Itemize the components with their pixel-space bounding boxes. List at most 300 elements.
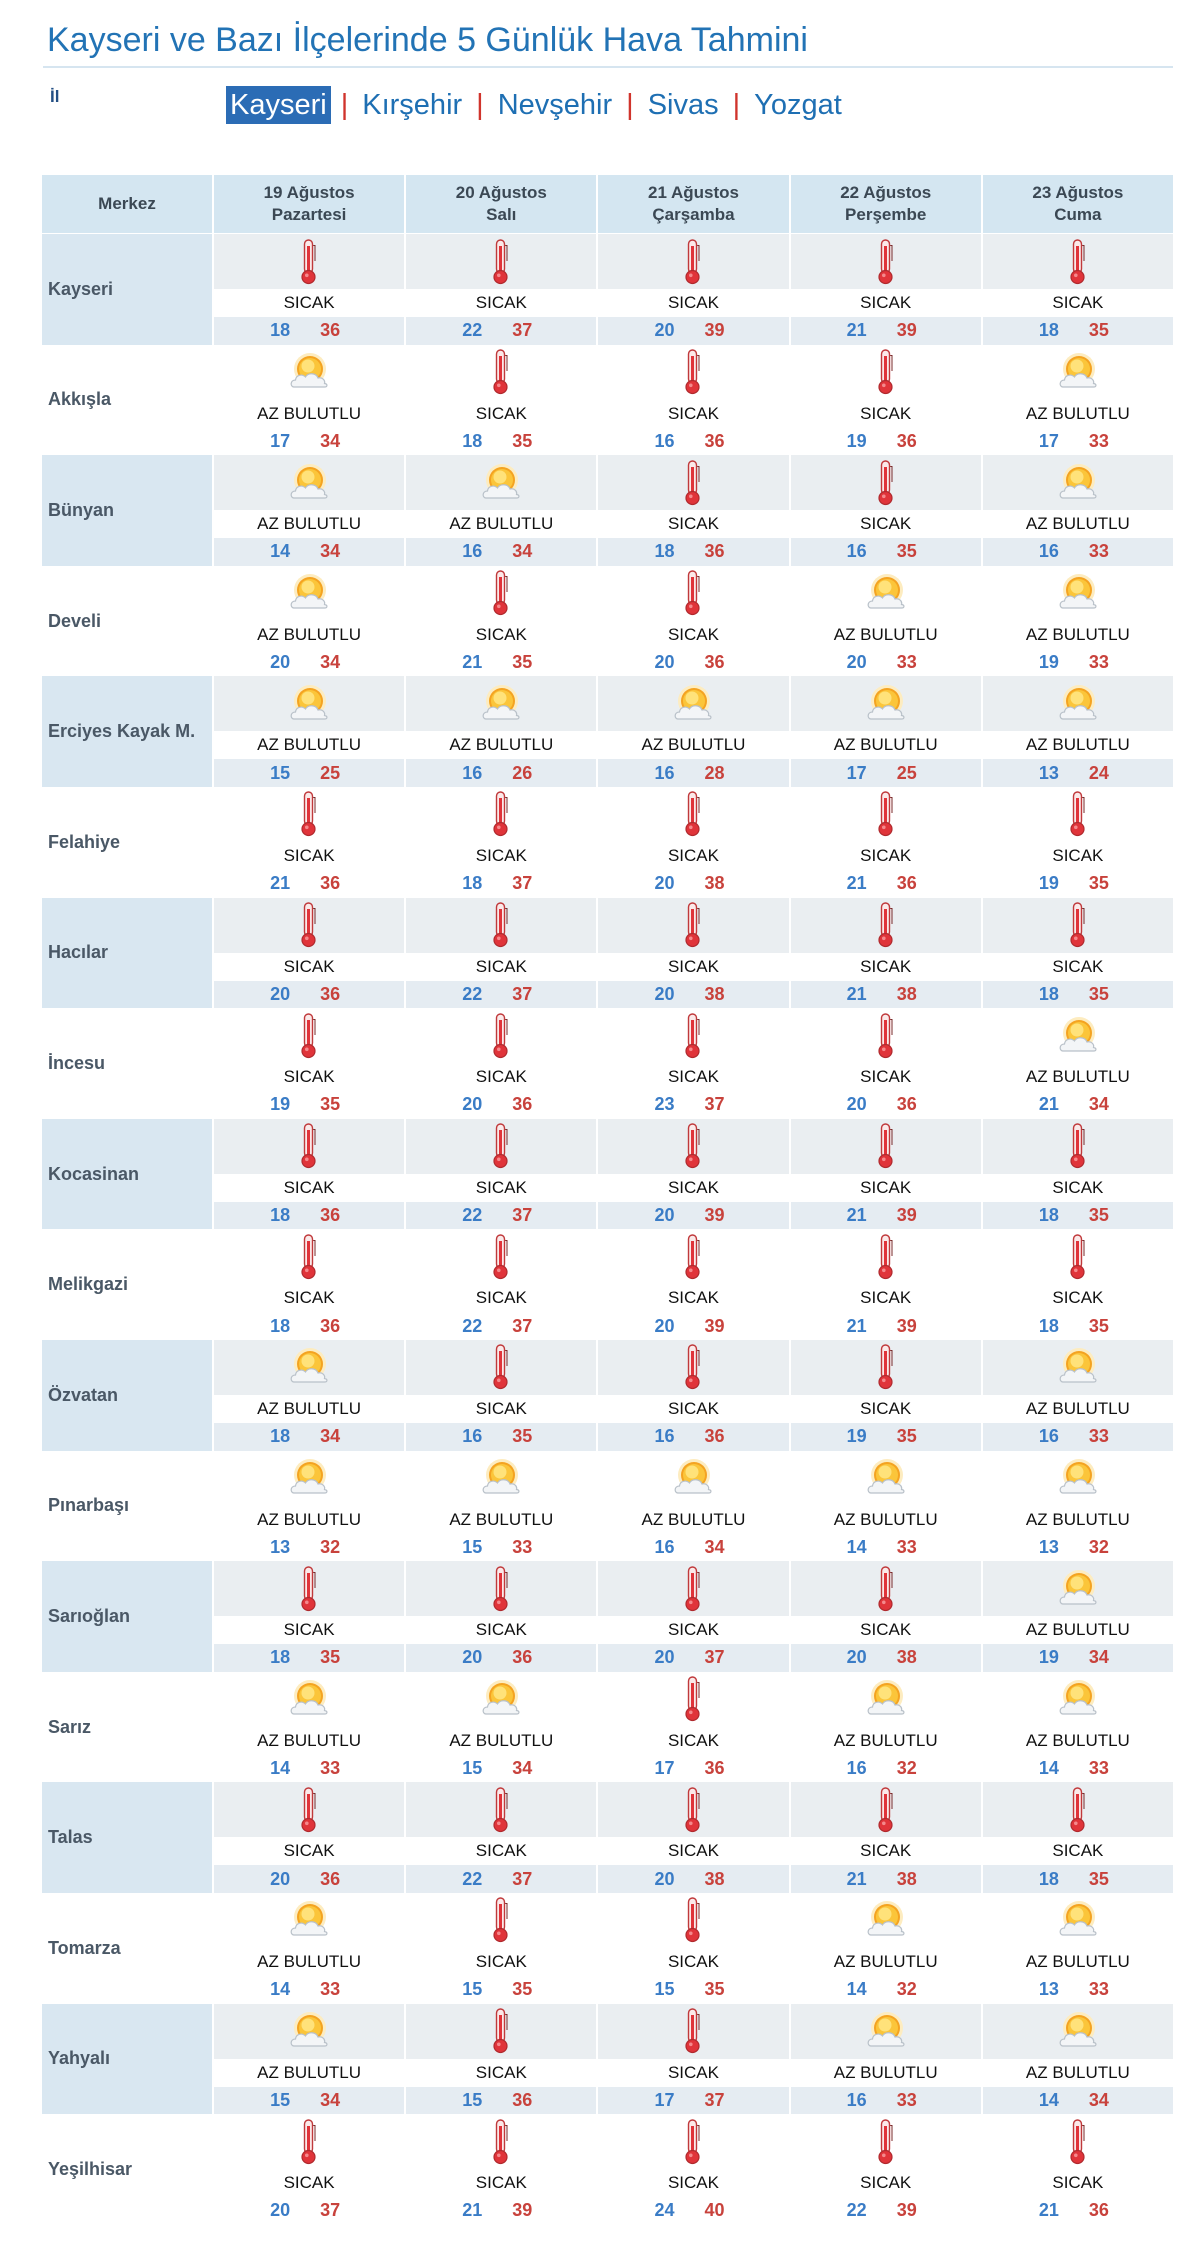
weather-icon-area xyxy=(983,1119,1173,1174)
condition-label: AZ BULUTLU xyxy=(257,403,362,423)
temperature-range xyxy=(406,1865,596,1893)
forecast-cell xyxy=(404,1782,596,1893)
weather-icon-area xyxy=(406,1893,596,1948)
max-temperature: 37 xyxy=(512,1868,533,1889)
forecast-cell xyxy=(596,566,788,677)
max-temperature: 33 xyxy=(1088,430,1109,451)
thermometer-icon xyxy=(877,1123,895,1169)
temperature-range xyxy=(214,1312,404,1340)
max-temperature: 36 xyxy=(704,1426,725,1447)
forecast-cell xyxy=(596,1893,788,2004)
thermometer-icon xyxy=(1069,791,1087,837)
condition-label: SICAK xyxy=(214,953,404,981)
max-temperature: 37 xyxy=(512,1315,533,1336)
forecast-cell xyxy=(596,2004,788,2115)
forecast-cell xyxy=(789,1893,981,2004)
table-row xyxy=(42,2114,1173,2225)
max-temperature: 35 xyxy=(512,652,533,673)
temperature-range xyxy=(214,1423,404,1451)
min-temperature: 15 xyxy=(462,1979,483,2000)
forecast-cell xyxy=(404,1119,596,1230)
thermometer-icon xyxy=(684,1676,702,1722)
max-temperature: 40 xyxy=(704,2200,725,2221)
min-temperature: 14 xyxy=(1038,1758,1059,1779)
min-temperature: 16 xyxy=(1038,541,1059,562)
max-temperature: 39 xyxy=(704,1205,725,1226)
min-temperature: 20 xyxy=(846,1647,867,1668)
temperature-range xyxy=(406,870,596,898)
partly-cloudy-icon xyxy=(671,683,715,725)
min-temperature: 20 xyxy=(270,652,291,673)
thermometer-icon xyxy=(684,791,702,837)
max-temperature: 26 xyxy=(512,762,533,783)
condition-label: AZ BULUTLU xyxy=(833,1730,938,1750)
condition-label: AZ BULUTLU xyxy=(598,731,788,759)
partly-cloudy-icon xyxy=(287,572,331,614)
max-temperature: 35 xyxy=(1088,1315,1109,1336)
thermometer-icon xyxy=(684,239,702,285)
partly-cloudy-icon xyxy=(1056,1346,1100,1388)
forecast-cell xyxy=(981,2004,1173,2115)
weather-icon-area xyxy=(791,1008,981,1063)
thermometer-icon xyxy=(684,1234,702,1280)
condition-label: SICAK xyxy=(598,510,788,538)
condition-label: AZ BULUTLU xyxy=(257,1730,362,1750)
max-temperature: 37 xyxy=(512,983,533,1004)
forecast-cell xyxy=(981,2114,1173,2225)
min-temperature: 20 xyxy=(270,983,291,1004)
condition-label: SICAK xyxy=(667,1288,719,1308)
thermometer-icon xyxy=(877,2119,895,2165)
weather-icon-area xyxy=(214,1229,404,1284)
weather-icon-area xyxy=(983,566,1173,621)
temperature-range xyxy=(598,649,788,677)
forecast-cell xyxy=(212,345,404,456)
partly-cloudy-icon xyxy=(864,1899,908,1941)
weather-icon-area xyxy=(214,787,404,842)
min-temperature: 14 xyxy=(270,1979,291,2000)
thermometer-icon xyxy=(492,902,510,948)
condition-label: SICAK xyxy=(406,1174,596,1202)
weather-icon-area xyxy=(983,1451,1173,1506)
weather-icon-area xyxy=(598,1893,788,1948)
weather-icon-area xyxy=(791,898,981,953)
tab-kayseri[interactable]: Kayseri xyxy=(226,86,331,124)
temperature-range xyxy=(791,1534,981,1562)
min-temperature: 14 xyxy=(846,1979,867,2000)
weather-icon-area xyxy=(406,566,596,621)
title-divider xyxy=(43,66,1173,68)
thermometer-icon xyxy=(877,239,895,285)
forecast-cell xyxy=(404,1893,596,2004)
partly-cloudy-icon xyxy=(864,1678,908,1720)
forecast-cell xyxy=(404,1672,596,1783)
partly-cloudy-icon xyxy=(864,1457,908,1499)
max-temperature: 37 xyxy=(704,1094,725,1115)
forecast-cell xyxy=(981,676,1173,787)
min-temperature: 18 xyxy=(270,1647,291,1668)
tab-kirsehir[interactable]: Kırşehir xyxy=(362,89,463,121)
weather-icon-area xyxy=(598,345,788,400)
max-temperature: 32 xyxy=(1088,1536,1109,1557)
temperature-range xyxy=(598,317,788,345)
thermometer-icon xyxy=(492,239,510,285)
forecast-cell xyxy=(404,1229,596,1340)
max-temperature: 34 xyxy=(320,652,341,673)
weather-icon-area xyxy=(791,2114,981,2169)
max-temperature: 34 xyxy=(1088,1094,1109,1115)
temperature-range xyxy=(983,1755,1173,1783)
forecast-cell xyxy=(404,2114,596,2225)
max-temperature: 36 xyxy=(704,430,725,451)
temperature-range xyxy=(598,1534,788,1562)
weather-icon-area xyxy=(983,898,1173,953)
max-temperature: 35 xyxy=(896,541,917,562)
condition-label: AZ BULUTLU xyxy=(449,1509,554,1529)
condition-label: SICAK xyxy=(791,1395,981,1423)
weather-icon-area xyxy=(598,1119,788,1174)
table-row xyxy=(42,345,1173,456)
forecast-cell xyxy=(596,234,788,345)
weather-icon-area xyxy=(598,455,788,510)
condition-label: SICAK xyxy=(214,1837,404,1865)
forecast-cell xyxy=(212,234,404,345)
partly-cloudy-icon xyxy=(287,1346,331,1388)
forecast-cell xyxy=(404,898,596,1009)
partly-cloudy-icon xyxy=(1056,2010,1100,2052)
min-temperature: 17 xyxy=(654,2089,675,2110)
temperature-range xyxy=(791,1865,981,1893)
forecast-cell xyxy=(981,1229,1173,1340)
forecast-cell xyxy=(981,1451,1173,1562)
min-temperature: 15 xyxy=(462,1758,483,1779)
forecast-cell xyxy=(212,1008,404,1119)
min-temperature: 16 xyxy=(654,1536,675,1557)
weather-icon-area xyxy=(406,1008,596,1063)
thermometer-icon xyxy=(300,239,318,285)
min-temperature: 18 xyxy=(270,1426,291,1447)
partly-cloudy-icon xyxy=(287,1899,331,1941)
weather-icon-area xyxy=(791,1229,981,1284)
min-temperature: 23 xyxy=(654,1094,675,1115)
condition-label: AZ BULUTLU xyxy=(1025,1067,1130,1087)
condition-label: AZ BULUTLU xyxy=(641,1509,746,1529)
temperature-range xyxy=(791,649,981,677)
condition-label: AZ BULUTLU xyxy=(1025,1951,1130,1971)
temperature-range xyxy=(406,1091,596,1119)
temperature-range xyxy=(983,1534,1173,1562)
weather-icon-area xyxy=(214,566,404,621)
condition-label: SICAK xyxy=(983,1174,1173,1202)
weather-icon-area xyxy=(598,1561,788,1616)
min-temperature: 21 xyxy=(1038,1094,1059,1115)
weather-icon-area xyxy=(214,345,404,400)
min-temperature: 20 xyxy=(654,983,675,1004)
min-temperature: 21 xyxy=(846,1315,867,1336)
partly-cloudy-icon xyxy=(1056,462,1100,504)
table-row xyxy=(42,1119,1173,1230)
min-temperature: 16 xyxy=(654,430,675,451)
forecast-cell xyxy=(596,2114,788,2225)
thermometer-icon xyxy=(300,1013,318,1059)
temperature-range xyxy=(983,1865,1173,1893)
min-temperature: 21 xyxy=(846,983,867,1004)
condition-label: SICAK xyxy=(406,2059,596,2087)
partly-cloudy-icon xyxy=(287,351,331,393)
temperature-range xyxy=(598,1865,788,1893)
min-temperature: 19 xyxy=(270,1094,291,1115)
max-temperature: 39 xyxy=(896,1315,917,1336)
partly-cloudy-icon xyxy=(479,1678,523,1720)
max-temperature: 35 xyxy=(896,1426,917,1447)
min-temperature: 20 xyxy=(846,652,867,673)
table-row xyxy=(42,1340,1173,1451)
min-temperature: 18 xyxy=(1038,1868,1059,1889)
temperature-range xyxy=(598,1755,788,1783)
min-temperature: 22 xyxy=(462,1315,483,1336)
forecast-cell xyxy=(596,676,788,787)
max-temperature: 35 xyxy=(1088,1205,1109,1226)
weather-icon-area xyxy=(598,1008,788,1063)
weather-icon-area xyxy=(598,566,788,621)
forecast-cell xyxy=(981,1119,1173,1230)
thermometer-icon xyxy=(492,791,510,837)
district-name: Talas xyxy=(42,1782,212,1893)
max-temperature: 34 xyxy=(512,1758,533,1779)
tab-separator: | xyxy=(476,89,484,121)
thermometer-icon xyxy=(492,1787,510,1833)
district-name: Özvatan xyxy=(42,1340,212,1451)
tab-yozgat[interactable]: Yozgat xyxy=(754,89,842,121)
thermometer-icon xyxy=(684,349,702,395)
max-temperature: 37 xyxy=(512,1205,533,1226)
partly-cloudy-icon xyxy=(1056,1899,1100,1941)
weather-icon-area xyxy=(598,2004,788,2059)
temperature-range xyxy=(406,2087,596,2115)
weather-icon-area xyxy=(406,1782,596,1837)
weather-icon-area xyxy=(983,1782,1173,1837)
weather-icon-area xyxy=(598,1229,788,1284)
max-temperature: 38 xyxy=(704,1868,725,1889)
max-temperature: 36 xyxy=(320,873,341,894)
condition-label: SICAK xyxy=(598,1616,788,1644)
temperature-range xyxy=(598,428,788,456)
district-name: Bünyan xyxy=(42,455,212,566)
table-row xyxy=(42,234,1173,345)
max-temperature: 33 xyxy=(320,1758,341,1779)
min-temperature: 21 xyxy=(846,1868,867,1889)
temperature-range xyxy=(406,538,596,566)
thermometer-icon xyxy=(492,1566,510,1612)
thermometer-icon xyxy=(492,1234,510,1280)
partly-cloudy-icon xyxy=(287,683,331,725)
page-title: Kayseri ve Bazı İlçelerinde 5 Günlük Hava Tahmini xyxy=(47,21,808,59)
forecast-cell xyxy=(789,1340,981,1451)
condition-label: AZ BULUTLU xyxy=(406,510,596,538)
forecast-cell xyxy=(981,1008,1173,1119)
min-temperature: 17 xyxy=(1038,430,1059,451)
forecast-cell xyxy=(789,1229,981,1340)
thermometer-icon xyxy=(300,1787,318,1833)
max-temperature: 37 xyxy=(512,873,533,894)
forecast-cell xyxy=(981,345,1173,456)
condition-label: SICAK xyxy=(983,1837,1173,1865)
tab-nevsehir[interactable]: Nevşehir xyxy=(497,89,613,121)
condition-label: AZ BULUTLU xyxy=(214,510,404,538)
weather-icon-area xyxy=(598,676,788,731)
temperature-range xyxy=(983,981,1173,1009)
forecast-cell xyxy=(981,234,1173,345)
thermometer-icon xyxy=(492,1344,510,1390)
table-row xyxy=(42,455,1173,566)
forecast-cell xyxy=(404,345,596,456)
weather-icon-area xyxy=(983,234,1173,289)
weather-icon-area xyxy=(406,1119,596,1174)
max-temperature: 37 xyxy=(512,320,533,341)
temperature-range xyxy=(983,1202,1173,1230)
temperature-range xyxy=(214,1865,404,1893)
temperature-range xyxy=(983,649,1173,677)
min-temperature: 18 xyxy=(1038,1315,1059,1336)
min-temperature: 20 xyxy=(654,320,675,341)
min-temperature: 15 xyxy=(270,2089,291,2110)
forecast-cell xyxy=(596,1008,788,1119)
temperature-range xyxy=(983,1976,1173,2004)
weather-icon-area xyxy=(791,1893,981,1948)
forecast-cell xyxy=(789,2004,981,2115)
temperature-range xyxy=(214,870,404,898)
day-weekday: Cuma xyxy=(1054,205,1102,224)
partly-cloudy-icon xyxy=(1056,1457,1100,1499)
forecast-cell xyxy=(404,1340,596,1451)
max-temperature: 36 xyxy=(896,873,917,894)
max-temperature: 32 xyxy=(896,1979,917,2000)
max-temperature: 34 xyxy=(320,1426,341,1447)
temperature-range xyxy=(598,538,788,566)
min-temperature: 18 xyxy=(654,541,675,562)
weather-icon-area xyxy=(214,2114,404,2169)
condition-label: SICAK xyxy=(860,845,912,865)
min-temperature: 20 xyxy=(462,1647,483,1668)
day-weekday: Çarşamba xyxy=(652,205,735,224)
temperature-range xyxy=(983,538,1173,566)
thermometer-icon xyxy=(492,349,510,395)
forecast-cell xyxy=(212,1119,404,1230)
min-temperature: 20 xyxy=(270,1868,291,1889)
weather-icon-area xyxy=(406,2114,596,2169)
thermometer-icon xyxy=(1069,2119,1087,2165)
forecast-cell xyxy=(212,1561,404,1672)
min-temperature: 20 xyxy=(462,1094,483,1115)
forecast-cell xyxy=(789,455,981,566)
day-date: 22 Ağustos xyxy=(840,183,932,202)
weather-icon-area xyxy=(406,787,596,842)
max-temperature: 38 xyxy=(896,1647,917,1668)
thermometer-icon xyxy=(684,1787,702,1833)
min-temperature: 21 xyxy=(1038,2200,1059,2221)
thermometer-icon xyxy=(877,791,895,837)
forecast-cell xyxy=(212,898,404,1009)
thermometer-icon xyxy=(684,570,702,616)
min-temperature: 13 xyxy=(1038,1536,1059,1557)
min-temperature: 20 xyxy=(654,873,675,894)
condition-label: SICAK xyxy=(860,2173,912,2193)
max-temperature: 34 xyxy=(320,430,341,451)
condition-label: SICAK xyxy=(1052,2173,1104,2193)
temperature-range xyxy=(214,538,404,566)
condition-label: SICAK xyxy=(1052,845,1104,865)
table-row xyxy=(42,1782,1173,1893)
temperature-range xyxy=(598,2087,788,2115)
forecast-cell xyxy=(981,1782,1173,1893)
min-temperature: 15 xyxy=(462,2089,483,2110)
weather-icon-area xyxy=(791,345,981,400)
table-row xyxy=(42,1451,1173,1562)
temperature-range xyxy=(214,759,404,787)
condition-label: AZ BULUTLU xyxy=(983,510,1173,538)
temperature-range xyxy=(214,1202,404,1230)
temperature-range xyxy=(406,1312,596,1340)
temperature-range xyxy=(214,649,404,677)
thermometer-icon xyxy=(300,2119,318,2165)
table-row xyxy=(42,1561,1173,1672)
forecast-cell xyxy=(981,898,1173,1009)
thermometer-icon xyxy=(877,902,895,948)
condition-label: AZ BULUTLU xyxy=(833,624,938,644)
thermometer-icon xyxy=(877,349,895,395)
weather-icon-area xyxy=(214,234,404,289)
forecast-cell xyxy=(981,1561,1173,1672)
temperature-range xyxy=(791,317,981,345)
forecast-cell xyxy=(981,1340,1173,1451)
max-temperature: 35 xyxy=(1088,983,1109,1004)
max-temperature: 33 xyxy=(896,2089,917,2110)
table-row xyxy=(42,2004,1173,2115)
condition-label: SICAK xyxy=(598,1395,788,1423)
max-temperature: 36 xyxy=(512,1094,533,1115)
max-temperature: 35 xyxy=(512,1426,533,1447)
max-temperature: 33 xyxy=(896,1536,917,1557)
temperature-range xyxy=(406,317,596,345)
condition-label: SICAK xyxy=(475,1067,527,1087)
weather-icon-area xyxy=(406,455,596,510)
weather-icon-area xyxy=(214,1893,404,1948)
condition-label: AZ BULUTLU xyxy=(406,731,596,759)
temperature-range xyxy=(406,1423,596,1451)
forecast-cell xyxy=(981,455,1173,566)
partly-cloudy-icon xyxy=(287,462,331,504)
temperature-range xyxy=(598,1976,788,2004)
max-temperature: 36 xyxy=(704,541,725,562)
thermometer-icon xyxy=(684,460,702,506)
district-name: Develi xyxy=(42,566,212,677)
min-temperature: 17 xyxy=(654,1758,675,1779)
district-name: Felahiye xyxy=(42,787,212,898)
temperature-range xyxy=(406,1534,596,1562)
max-temperature: 25 xyxy=(896,762,917,783)
day-date: 23 Ağustos xyxy=(1032,183,1124,202)
weather-icon-area xyxy=(406,898,596,953)
forecast-table xyxy=(42,175,1173,2225)
tab-sivas[interactable]: Sivas xyxy=(647,89,719,121)
partly-cloudy-icon xyxy=(1056,1015,1100,1057)
day-weekday: Perşembe xyxy=(845,205,927,224)
temperature-range xyxy=(598,1312,788,1340)
condition-label: SICAK xyxy=(667,1067,719,1087)
weather-icon-area xyxy=(983,1229,1173,1284)
min-temperature: 16 xyxy=(846,541,867,562)
weather-icon-area xyxy=(791,566,981,621)
